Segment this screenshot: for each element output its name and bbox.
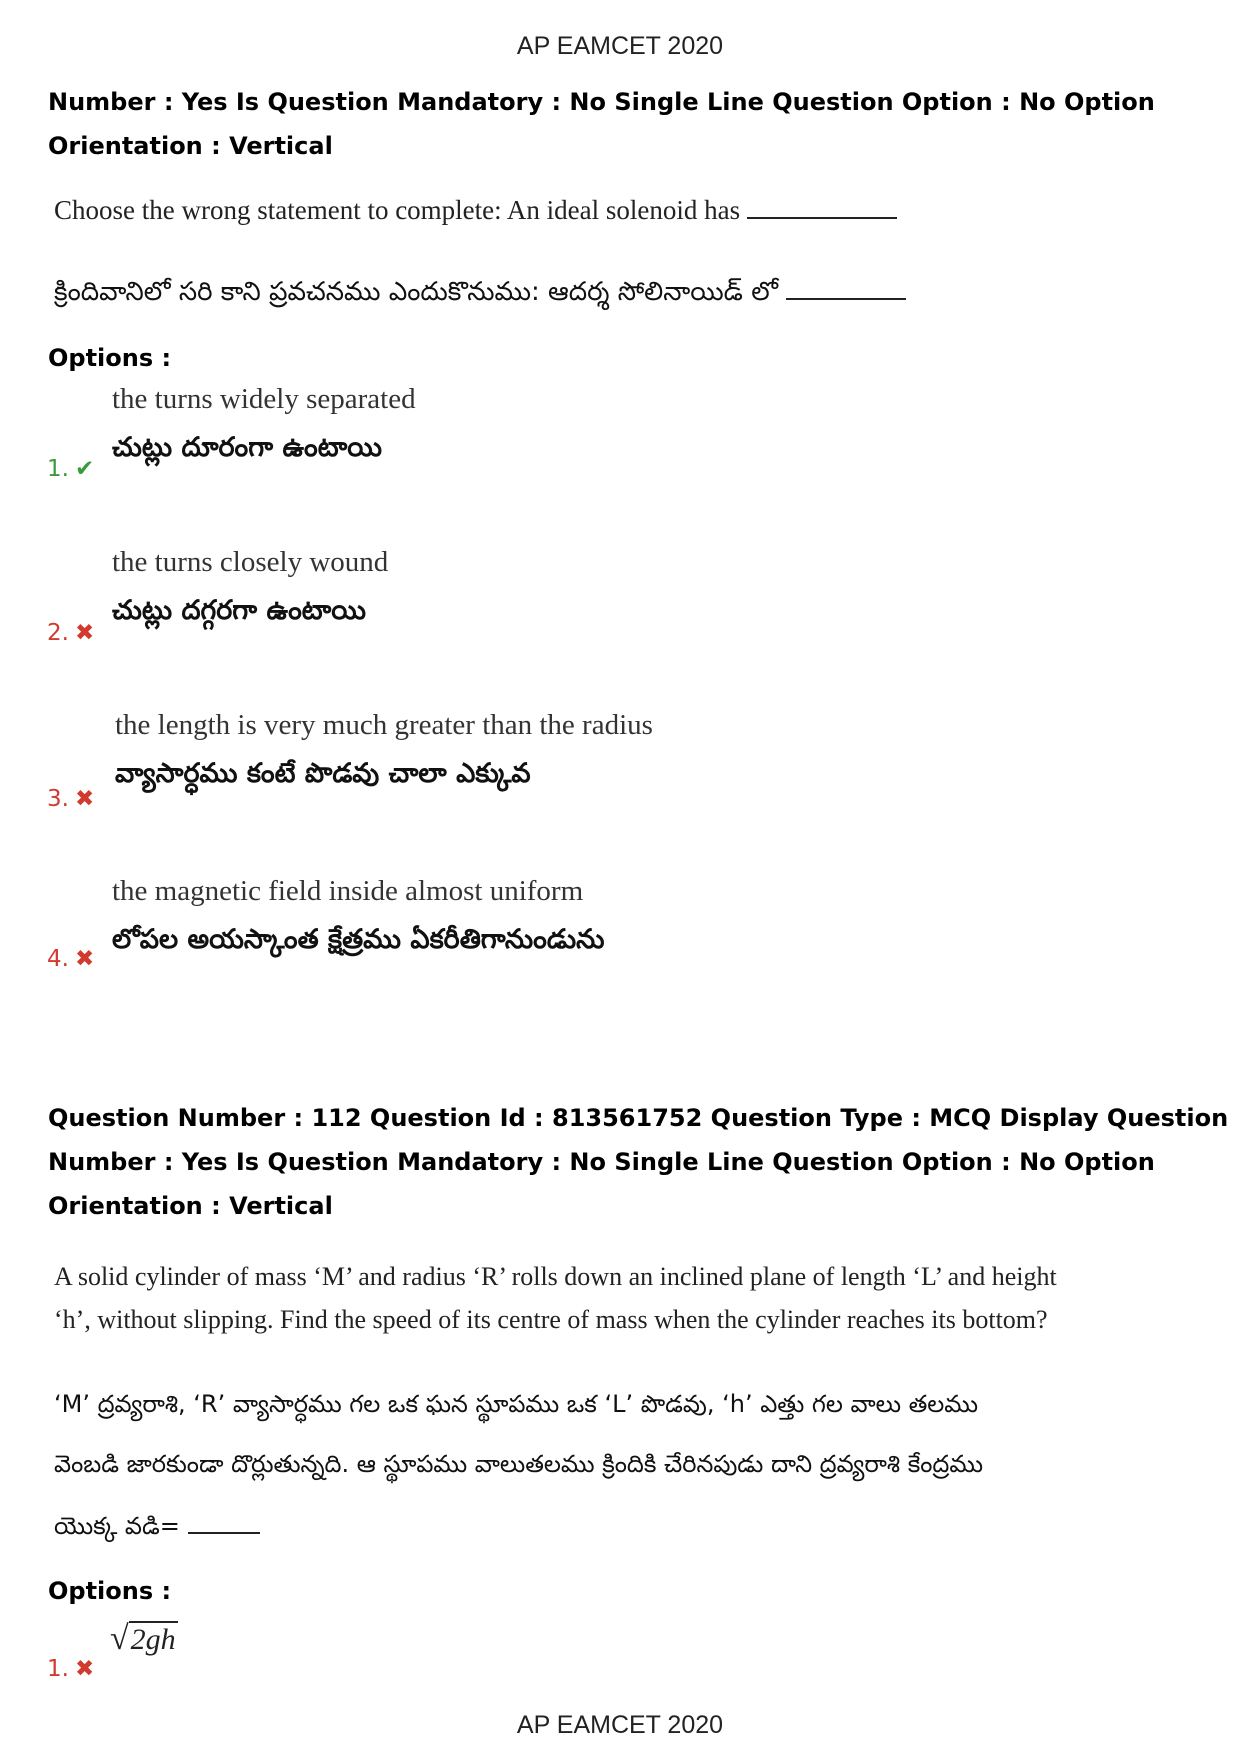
q112-text-te-3 — [54, 1510, 260, 1546]
sqrt-expression: 2gh — [130, 1623, 176, 1656]
q111-option-2-te: చుట్లు దగ్గరగా ఉంటాయి — [112, 595, 366, 626]
q111-text-te — [54, 276, 906, 313]
q111-option-1-te: చుట్లు దూరంగా ఉంటాయి — [112, 432, 382, 463]
q111-text-te-content: క్రిందివానిలో సరి కాని ప్రవచనము ఎందుకొనుము: ఆదర్శ సోలినాయిడ్ లో — [54, 277, 778, 307]
option-number: 2. — [47, 620, 69, 646]
q111-option-4-en: the magnetic field inside almost uniform — [112, 875, 584, 907]
q112-text-en-1: A solid cylinder of mass ‘M’ and radius ‘R’ rolls down an inclined plane of length ‘L’ and height — [54, 1262, 1057, 1291]
q112-option-1-formula — [110, 1620, 178, 1658]
answer-blank — [786, 276, 906, 300]
q111-text-en — [54, 195, 897, 226]
q112-meta-line-1: Question Number : 112 Question Id : 813561752 Question Type : MCQ Display Question — [48, 1104, 1229, 1132]
option-number: 1. — [47, 456, 69, 482]
option-number: 3. — [47, 786, 69, 812]
q112-meta-line-2: Number : Yes Is Question Mandatory : No Single Line Question Option : No Option — [48, 1148, 1155, 1176]
q111-option-4-te: లోపల అయస్కాంత క్షేత్రము ఏకరీతిగానుండును — [112, 924, 605, 955]
answer-blank — [747, 195, 897, 219]
answer-blank — [188, 1510, 260, 1534]
option-number: 1. — [47, 1656, 69, 1682]
q112-text-te-2: వెంబడి జారకుండా దొర్లుతున్నది. ఆ స్థూపము వాలుతలము క్రిందికి చేరినపుడు దాని ద్రవ్యరాశి కేంద్రము — [54, 1450, 984, 1478]
q111-option-2-marker — [47, 620, 94, 646]
option-number: 4. — [47, 946, 69, 972]
q111-option-1-marker — [47, 456, 94, 482]
q111-options-label: Options : — [48, 344, 172, 372]
cross-icon: ✖ — [74, 946, 95, 972]
cross-icon: ✖ — [74, 786, 95, 812]
q112-text-te-3-content: యొక్క వడి= — [54, 1512, 180, 1540]
cross-icon: ✖ — [74, 1656, 95, 1682]
q111-meta-line-1: Number : Yes Is Question Mandatory : No Single Line Question Option : No Option — [48, 88, 1155, 116]
q112-meta-line-3: Orientation : Vertical — [48, 1192, 333, 1220]
cross-icon: ✖ — [74, 620, 95, 646]
q112-text-en-2: ‘h’, without slipping. Find the speed of its centre of mass when the cylinder reaches its bottom? — [54, 1305, 1048, 1334]
q112-options-label: Options : — [48, 1577, 172, 1605]
sqrt-radical: √ — [110, 1620, 129, 1657]
q111-option-1-en: the turns widely separated — [112, 383, 416, 415]
q111-meta-line-2: Orientation : Vertical — [48, 132, 333, 160]
q111-option-3-te: వ్యాసార్ధము కంటే పొడవు చాలా ఎక్కువ — [115, 758, 531, 789]
q111-option-3-marker — [47, 786, 94, 812]
q111-option-3-en: the length is very much greater than the radius — [115, 709, 653, 741]
page-footer: AP EAMCET 2020 — [516, 1711, 724, 1739]
q112-option-1-marker — [47, 1656, 94, 1682]
q112-text-te-1: ‘M’ ద్రవ్యరాశి, ‘R’ వ్యాసార్ధము గల ఒక ఘన స్థూపము ఒక ‘L’ పొడవు, ‘h’ ఎత్తు గల వాలు తలము — [54, 1390, 979, 1418]
q111-option-2-en: the turns closely wound — [112, 546, 389, 578]
q111-text-en-content: Choose the wrong statement to complete: An ideal solenoid has — [54, 195, 741, 225]
check-icon: ✔ — [74, 456, 95, 482]
q111-option-4-marker — [47, 946, 94, 972]
page-header: AP EAMCET 2020 — [516, 32, 724, 60]
